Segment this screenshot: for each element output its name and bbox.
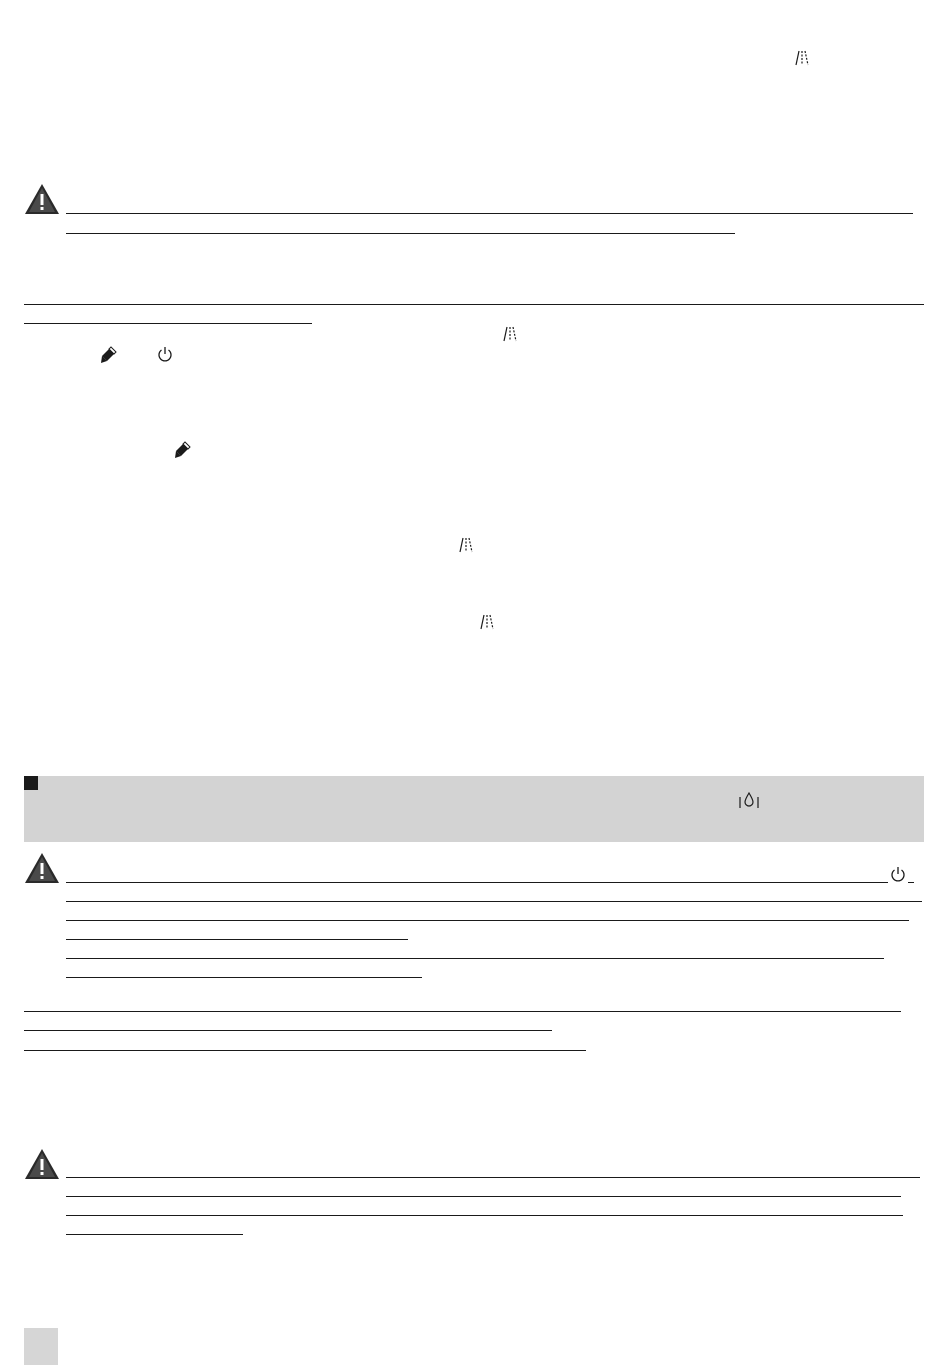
text-line [66,1177,920,1178]
warning-triangle-icon [24,852,60,884]
text-line [24,323,312,324]
text-line [66,1196,901,1197]
power-icon [890,865,906,883]
steam-jets-icon [794,50,810,68]
text-line [908,882,914,883]
warning-triangle-icon [24,1148,60,1180]
section-square-icon [24,776,38,790]
steam-jets-icon [479,614,495,632]
steam-jets-icon [502,326,518,344]
text-line [66,939,408,940]
warning-triangle-icon [24,183,60,215]
water-drop-icon [738,791,760,811]
text-line [66,958,884,959]
text-line [66,977,422,978]
page-number-tab [24,1328,58,1365]
section-heading-band [24,776,924,842]
text-line [66,233,735,234]
text-line [24,1011,901,1012]
steam-jets-icon [458,537,474,555]
text-line [66,213,913,214]
power-icon [157,345,173,363]
descale-pencil-icon [98,345,118,365]
descale-pencil-icon [172,440,192,460]
text-line [66,1234,243,1235]
text-line [24,1030,552,1031]
text-line [24,1050,586,1051]
text-line [66,1215,903,1216]
text-line [66,901,922,902]
text-line [66,882,888,883]
text-line [24,304,924,305]
text-line [66,920,909,921]
